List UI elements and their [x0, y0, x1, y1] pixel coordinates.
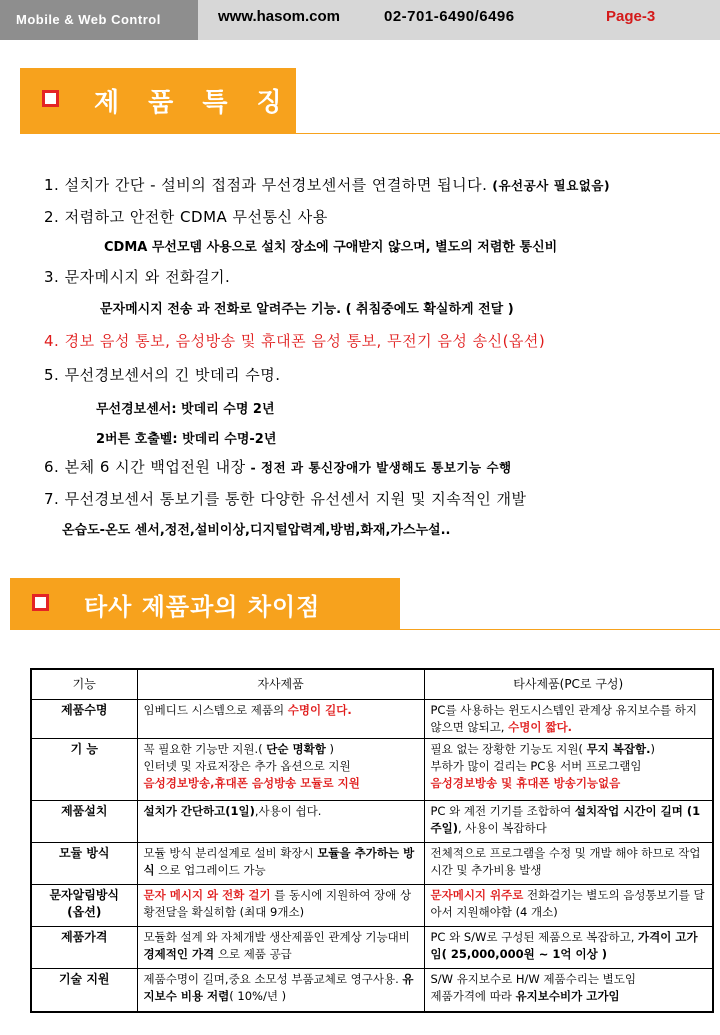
competitor-cell: [424, 800, 713, 842]
cell-text: 필요 없는 장황한 기능도 지원(: [430, 741, 587, 756]
feature-item: [44, 488, 526, 509]
table-row: [31, 699, 713, 738]
cell-text: 문자메시지 위주로: [430, 887, 524, 902]
cell-text: (옵션): [67, 904, 102, 919]
cell-text: 인터넷 및 자료저장은 추가 옵션으로 지원: [143, 758, 351, 773]
cell-text: 수명이 짧다.: [508, 719, 573, 734]
cell-text: 기술 지원: [58, 971, 110, 986]
feature-number: 1.: [44, 176, 65, 194]
brand-label: Mobile & Web Control: [0, 0, 198, 40]
competitor-cell: [424, 926, 713, 968]
table-row: [31, 884, 713, 926]
table-row: [31, 800, 713, 842]
cell-text: 꼭 필요한 기능만 지원.(: [143, 741, 267, 756]
cell-text: 으로 제품 공급: [214, 946, 292, 961]
feature-cell: [31, 968, 137, 1012]
feature-cell: [31, 800, 137, 842]
cell-text: 전체적으로 프로그램을 수정 및 개발 해야 하므로 작업시간 및 추가비용 발생: [430, 845, 701, 877]
feature-number: 2.: [44, 208, 65, 226]
cell-text: PC 와 S/W로 구성된 제품으로 복잡하고,: [430, 929, 639, 944]
feature-text: 저렴하고 안전한 CDMA 무선통신 사용: [64, 208, 328, 226]
feature-cell: [31, 738, 137, 800]
table-header-row: [31, 669, 713, 699]
feature-detail: 온습도-온도 센서,정전,설비이상,디지털압력계,방범,화재,가스누설..: [62, 523, 451, 538]
feature-number: 5.: [44, 366, 65, 384]
cell-text: 유지보수 비용 저렴: [143, 971, 414, 1003]
table-row: [31, 968, 713, 1012]
section-banner-comparison: [10, 578, 400, 630]
section-title: 타사 제품과의 차이점: [84, 593, 321, 621]
our-product-cell: [137, 842, 424, 884]
cell-text: ): [650, 741, 655, 756]
feature-text: 문자메시지 와 전화걸기.: [64, 268, 231, 286]
feature-text: 본체 6 시간 백업전원 내장: [64, 458, 246, 476]
feature-number: 6.: [44, 458, 65, 476]
feature-cell: [31, 842, 137, 884]
cell-text: 으로 업그레이드 가능: [154, 862, 266, 877]
cell-text: 제품가격에 따라: [430, 988, 516, 1003]
feature-cell: [31, 926, 137, 968]
feature-number: 7.: [44, 490, 65, 508]
cell-text: ( 10%/년 ): [229, 988, 287, 1003]
cell-text: 모듈을 추가하는 방식: [143, 845, 415, 877]
feature-item: [44, 456, 512, 477]
divider: [400, 629, 720, 630]
cell-text: PC를 사용하는 윈도시스템인 관계상 유지보수를 하지 않으면 않되고,: [430, 702, 698, 734]
cell-text: 가격이 고가임( 25,000,000원 ~ 1억 이상 ): [430, 929, 698, 961]
cell-text: 설치가 간단하고(1일): [143, 803, 255, 818]
feature-detail: 2버튼 호출벨: 밧데리 수명-2년: [96, 432, 277, 447]
cell-text: 제품수명이 길며,중요 소모성 부품교체로 영구사용.: [143, 971, 403, 986]
feature-text: 무선경보센서의 긴 밧데리 수명.: [64, 366, 281, 384]
header-info: [198, 0, 720, 40]
feature-text: 설치가 간단 - 설비의 접점과 무선경보센서를 연결하면 됩니다.: [64, 176, 488, 194]
our-product-cell: [137, 968, 424, 1012]
table-row: [31, 842, 713, 884]
feature-note: (유선공사 필요없음): [487, 178, 611, 193]
cell-text: 경제적인 가격: [143, 946, 215, 961]
table-row: [31, 738, 713, 800]
cell-text: 제품설치: [61, 803, 108, 818]
cell-text: 전화걸기는 별도의 음성통보기를 달아서 지원해야함 (4 개소): [430, 887, 705, 919]
feature-item: [44, 266, 230, 287]
our-product-cell: [137, 738, 424, 800]
column-header: 타사제품(PC로 구성): [424, 669, 713, 699]
feature-item: [44, 206, 328, 227]
page-number: Page-3: [606, 8, 656, 25]
cell-text: 음성경보방송 및 휴대폰 방송기능없음: [430, 775, 621, 790]
feature-item: [44, 330, 545, 351]
cell-text: 를 동시에 지원하여 장애 상황전달을 확실히함 (최대 9개소): [143, 887, 412, 919]
cell-text: , 사용이 복잡하다: [457, 820, 547, 835]
competitor-cell: [424, 842, 713, 884]
column-header: 자사제품: [137, 669, 424, 699]
competitor-cell: [424, 699, 713, 738]
feature-item: [44, 174, 610, 195]
feature-text: 무선경보센서 통보기를 통한 다양한 유선센서 지원 및 지속적인 개발: [64, 490, 527, 508]
cell-text: 모듈화 설계 와 자체개발 생산제품인 관계상 기능대비: [143, 929, 410, 944]
cell-text: 설치작업 시간이 길며 (1주일): [430, 803, 701, 835]
competitor-cell: [424, 968, 713, 1012]
feature-detail: 무선경보센서: 밧데리 수명 2년: [96, 402, 275, 417]
cell-text: 기 능: [70, 741, 98, 756]
our-product-cell: [137, 884, 424, 926]
feature-note: - 정전 과 통신장애가 발생해도 통보기능 수행: [245, 460, 512, 475]
section-title: 제 품 특 징: [94, 88, 292, 118]
cell-text: 무지 복잡함.: [586, 741, 651, 756]
cell-text: 문자 메시지 와 전화 걸기: [143, 887, 271, 902]
checkbox-square-icon: [32, 594, 49, 611]
cell-text: 수명이 길다.: [287, 702, 352, 717]
cell-text: 모듈 방식: [58, 845, 110, 860]
cell-text: 문자알림방식: [49, 887, 120, 902]
feature-number: 3.: [44, 268, 65, 286]
cell-text: 모듈 방식 분리설계로 설비 확장시: [143, 845, 318, 860]
competitor-cell: [424, 738, 713, 800]
cell-text: S/W 유지보수로 H/W 제품수리는 별도임: [430, 971, 636, 986]
feature-detail: CDMA 무선모뎀 사용으로 설치 장소에 구애받지 않으며, 별도의 저렴한 통신비: [104, 240, 558, 255]
table-row: [31, 926, 713, 968]
our-product-cell: [137, 926, 424, 968]
feature-text: 경보 음성 통보, 음성방송 및 휴대폰 음성 통보, 무전기 음성 송신(옵션): [64, 332, 546, 350]
cell-text: 단순 명확함: [266, 741, 326, 756]
cell-text: ): [325, 741, 334, 756]
cell-text: 부하가 많이 걸리는 PC용 서버 프로그램임: [430, 758, 642, 773]
cell-text: 제품수명: [61, 702, 108, 717]
checkbox-square-icon: [42, 90, 59, 107]
our-product-cell: [137, 699, 424, 738]
feature-cell: [31, 884, 137, 926]
column-header: 기능: [31, 669, 137, 699]
feature-cell: [31, 699, 137, 738]
cell-text: 유지보수비가 고가임: [515, 988, 620, 1003]
divider: [296, 133, 720, 134]
page-header: [0, 0, 720, 40]
our-product-cell: [137, 800, 424, 842]
cell-text: ,사용이 쉽다.: [254, 803, 322, 818]
phone-number: 02-701-6490/6496: [384, 8, 515, 25]
website-url[interactable]: www.hasom.com: [218, 8, 340, 25]
cell-text: 제품가격: [61, 929, 108, 944]
comparison-table: [30, 668, 714, 1013]
feature-item: [44, 364, 281, 385]
section-banner-features: [20, 68, 296, 134]
feature-detail: 문자메시지 전송 과 전화로 알려주는 기능. ( 취침중에도 확실하게 전달 ): [100, 302, 514, 317]
feature-number: 4.: [44, 332, 65, 350]
cell-text: 임베디드 시스템으로 제품의: [143, 702, 288, 717]
cell-text: 음성경보방송,휴대폰 음성방송 모듈로 지원: [143, 775, 360, 790]
competitor-cell: [424, 884, 713, 926]
cell-text: PC 와 계전 기기를 조합하여: [430, 803, 575, 818]
